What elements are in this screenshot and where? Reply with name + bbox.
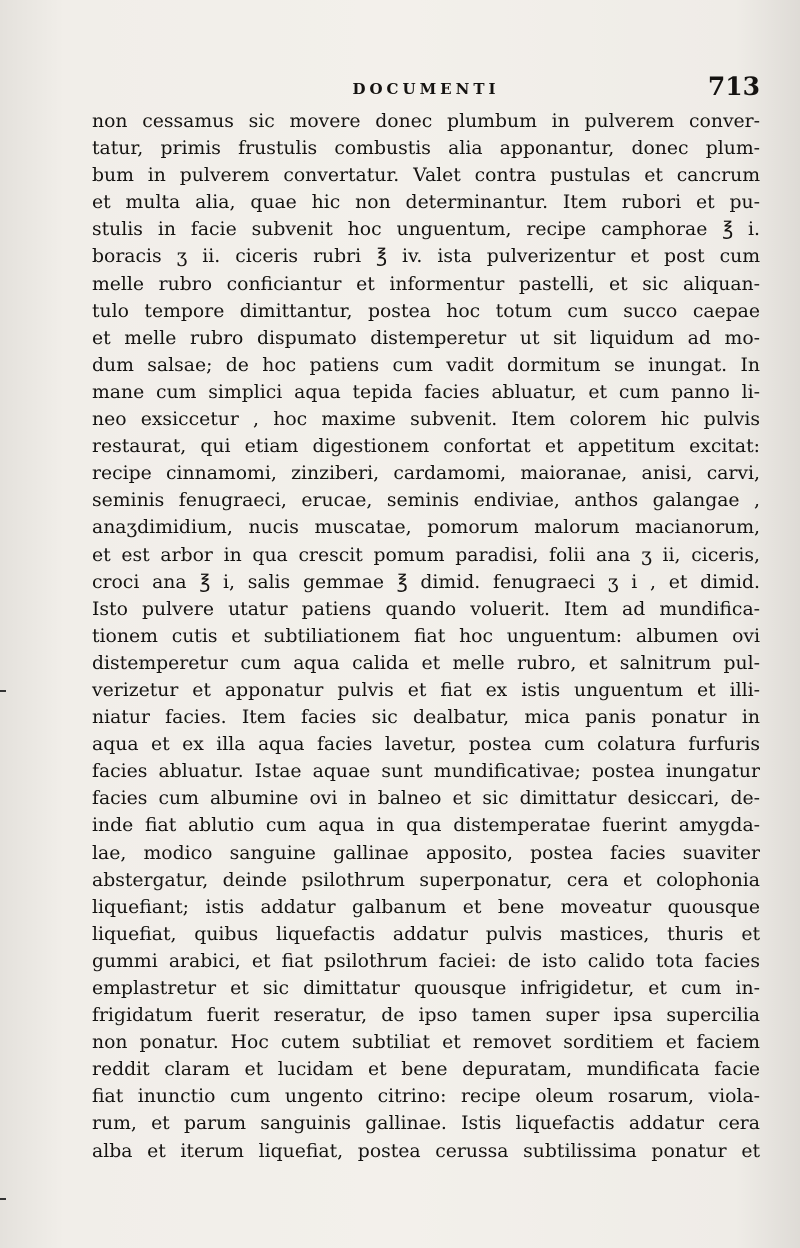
- text-line: tulo tempore dimittantur, postea hoc totum cum succo caepae: [92, 300, 760, 322]
- text-line: gummi arabici, et fiat psilothrum faciei: de isto calido tota facies: [92, 950, 760, 972]
- text-line: neo exsiccetur , hoc maxime subvenit. Item colorem hic pulvis: [92, 409, 760, 431]
- text-line: liquefiat, quibus liquefactis addatur pulvis mastices, thuris et: [92, 923, 760, 945]
- text-line: bum in pulverem convertatur. Valet contra pustulas et cancrum: [92, 165, 760, 187]
- text-line: recipe cinnamomi, zinziberi, cardamomi, maioranae, anisi, carvi,: [92, 463, 760, 485]
- text-line: emplastretur et sic dimittatur quousque infrigidetur, et cum in-: [92, 978, 760, 999]
- text-line: restaurat, qui etiam digestionem confortat et appetitum excitat:: [92, 436, 760, 458]
- text-line: stulis in facie subvenit hoc unguentum, recipe camphorae ℥ i.: [92, 219, 760, 241]
- text-line: aqua et ex illa aqua facies lavetur, postea cum colatura furfuris: [92, 734, 760, 756]
- text-line: lae, modico sanguine gallinae apposito, postea facies suaviter: [92, 842, 760, 864]
- text-line: Isto pulvere utatur patiens quando voluerit. Item ad mundifica-: [92, 598, 760, 620]
- text-line: facies cum albumine ovi in balneo et sic dimittatur desiccari, de-: [92, 788, 760, 810]
- margin-mark: [0, 1198, 6, 1200]
- text-line: liquefiant; istis addatur galbanum et bene moveatur quousque: [92, 896, 760, 918]
- text-line: rum, et parum sanguinis gallinae. Istis liquefactis addatur cera: [92, 1113, 760, 1135]
- text-line: facies abluatur. Istae aquae sunt mundificativae; postea inungatur: [92, 761, 760, 783]
- body-text: [92, 108, 760, 1165]
- running-title: DOCUMENTI: [352, 80, 500, 98]
- text-line: abstergatur, deinde psilothrum superponatur, cera et colophonia: [92, 869, 760, 891]
- text-line: alba et iterum liquefiat, postea cerussa subtilissima ponatur et: [92, 1140, 760, 1162]
- text-line: frigidatum fuerit reseratur, de ipso tamen super ipsa supercilia: [92, 1005, 760, 1027]
- text-line: boracis ʒ ii. ciceris rubri ℥ iv. ista pulverizentur et post cum: [92, 246, 760, 268]
- text-line: melle rubro conficiantur et informentur pastelli, et sic aliquan-: [92, 273, 760, 295]
- text-line: dum salsae; de hoc patiens cum vadit dormitum se inungat. In: [92, 354, 760, 376]
- text-line: et melle rubro dispumato distemperetur ut sit liquidum ad mo-: [92, 327, 760, 349]
- running-head: [92, 72, 760, 106]
- text-line: fiat inunctio cum ungento citrino: recipe oleum rosarum, viola-: [92, 1086, 760, 1108]
- text-line: anaʒdimidium, nucis muscatae, pomorum malorum macianorum,: [92, 517, 760, 539]
- margin-mark: [0, 690, 6, 692]
- page-number: 713: [707, 72, 760, 101]
- text-line: seminis fenugraeci, erucae, seminis endiviae, anthos galangae ,: [92, 490, 760, 512]
- text-line: niatur facies. Item facies sic dealbatur, mica panis ponatur in: [92, 707, 760, 729]
- text-line: non ponatur. Hoc cutem subtiliat et removet sorditiem et faciem: [92, 1032, 760, 1054]
- text-line: et multa alia, quae hic non determinantur. Item rubori et pu-: [92, 192, 760, 214]
- text-line: tatur, primis frustulis combustis alia apponantur, donec plum-: [92, 138, 760, 160]
- text-line: verizetur et apponatur pulvis et fiat ex istis unguentum et illi-: [92, 679, 760, 701]
- text-line: reddit claram et lucidam et bene depuratam, mundificata facie: [92, 1059, 760, 1081]
- text-line: tionem cutis et subtiliationem fiat hoc unguentum: albumen ovi: [92, 625, 760, 647]
- text-line: croci ana ℥ i, salis gemmae ℥ dimid. fenugraeci ʒ i , et dimid.: [92, 571, 760, 593]
- text-line: distemperetur cum aqua calida et melle rubro, et salnitrum pul-: [92, 652, 760, 674]
- text-line: non cessamus sic movere donec plumbum in pulverem conver-: [92, 111, 760, 132]
- text-line: inde fiat ablutio cum aqua in qua distemperatae fuerint amygda-: [92, 815, 760, 837]
- text-line: et est arbor in qua crescit pomum paradisi, folii ana ʒ ii, ciceris,: [92, 544, 760, 566]
- text-line: mane cum simplici aqua tepida facies abluatur, et cum panno li-: [92, 381, 760, 403]
